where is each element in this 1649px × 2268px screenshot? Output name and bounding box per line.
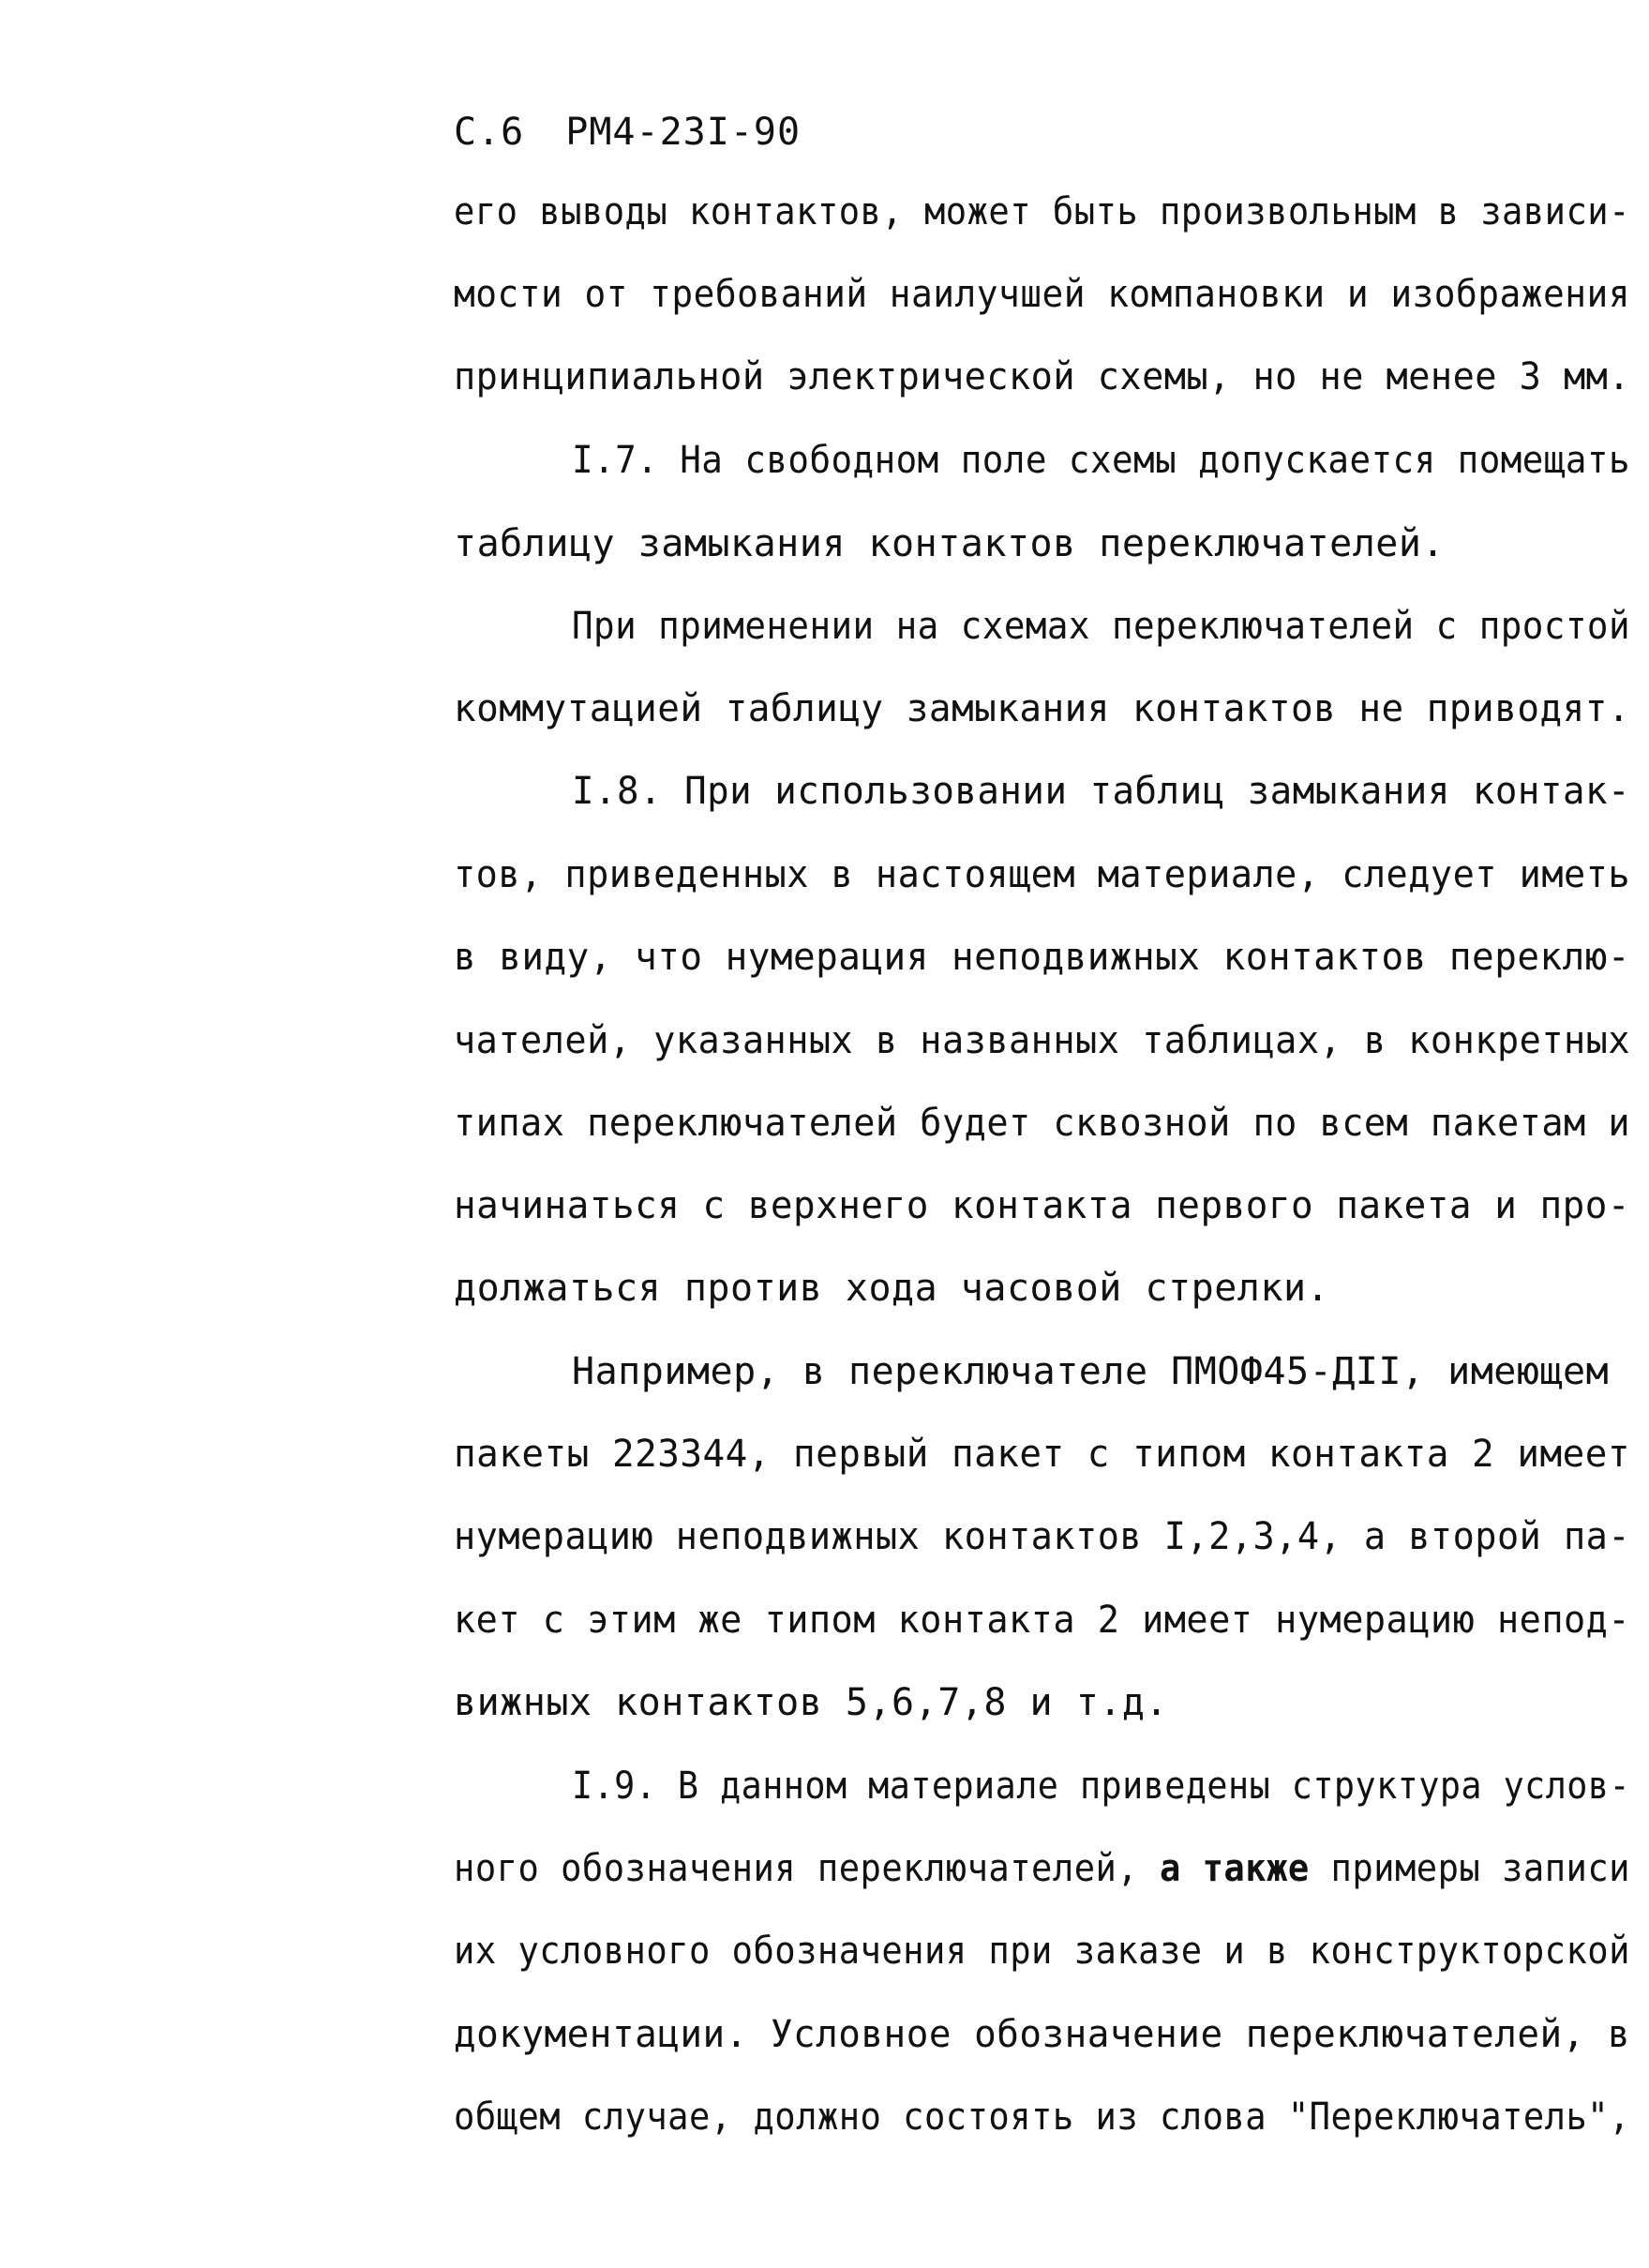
text-line: принципиальной электрической схемы, но не менее 3 мм. [454,355,1631,398]
text-segment: ного обозначения переключателей, [454,1847,1139,1890]
text-line: кет с этим же типом контакта 2 имеет нумерацию непод- [454,1599,1631,1642]
text-line: коммутацией таблицу замыкания контактов не приводят. [454,687,1631,730]
document-code: РМ4-23I-90 [565,111,802,154]
text-line: тов, приведенных в настоящем материале, следует иметь [454,853,1631,896]
text-line: чателей, указанных в названных таблицах, в конкретных [454,1019,1631,1062]
text-line: типах переключателей будет сквозной по всем пакетам и [454,1102,1631,1145]
emphasized-text: а также [1159,1847,1310,1890]
paragraph-start: Например, в переключателе ПМОФ45-ДII, имеющем [572,1350,1610,1393]
text-line: пакеты 223344, первый пакет с типом контакта 2 имеет [454,1433,1631,1476]
page-header [454,111,801,154]
text-line: документации. Условное обозначение переключателей, в [454,2013,1631,2056]
paragraph-1-7-start: I.7. На свободном поле схемы допускается помещать [572,439,1631,482]
paragraph-1-9-start: I.9. В данном материале приведены структура услов- [572,1765,1631,1808]
paragraph-start: При применении на схемах переключателей с простой [572,605,1631,648]
text-segment: примеры записи [1330,1847,1630,1890]
text-line: нумерацию неподвижных контактов I,2,3,4, а второй па- [454,1515,1631,1558]
page-number: С.6 [454,111,525,154]
text-line: его выводы контактов, может быть произвольным в зависи- [454,190,1630,233]
text-line: общем случае, должно состоять из слова "Переключатель", [454,2095,1630,2139]
text-line: должаться против хода часовой стрелки. [454,1267,1330,1310]
paragraph-1-8-start: I.8. При использовании таблиц замыкания контак- [572,770,1631,813]
text-line: начинаться с верхнего контакта первого пакета и про- [454,1184,1631,1227]
text-line: таблицу замыкания контактов переключателей. [454,522,1446,565]
text-line: мости от требований наилучшей компановки и изображения [454,273,1630,316]
text-line: в виду, что нумерация неподвижных контактов переклю- [454,936,1631,979]
text-line [454,1847,1630,1890]
text-line: вижных контактов 5,6,7,8 и т.д. [454,1681,1169,1724]
text-line: их условного обозначения при заказе и в конструкторской [454,1930,1630,1973]
